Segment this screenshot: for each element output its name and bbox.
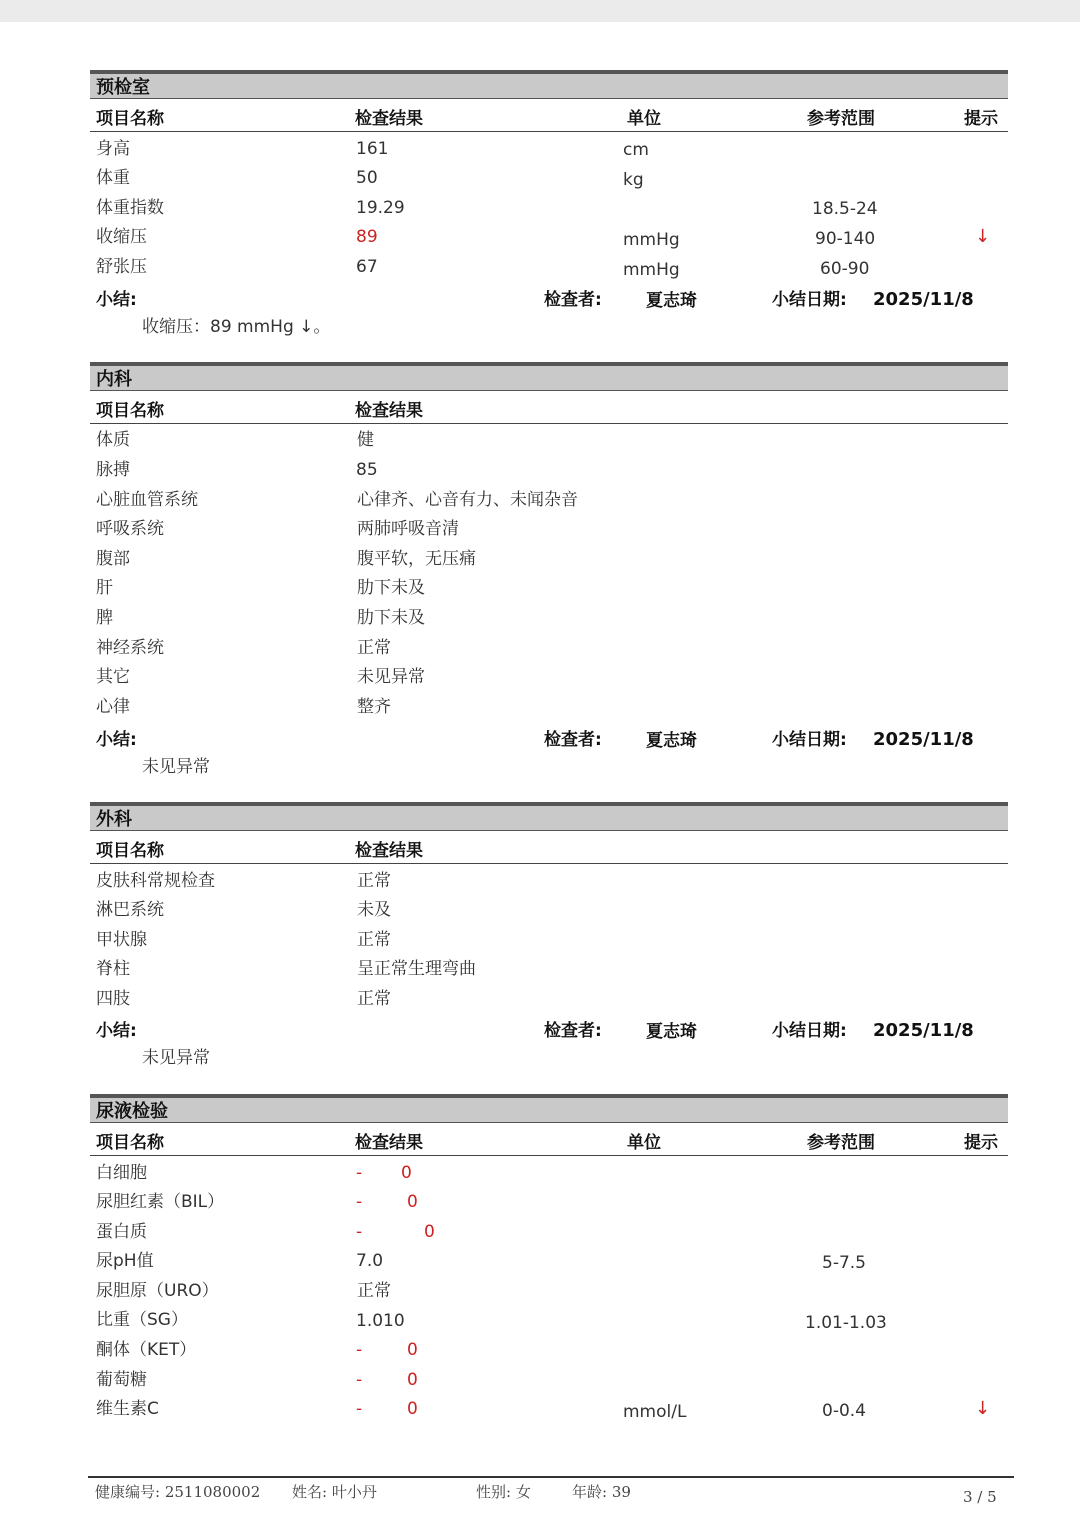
result-dash: - xyxy=(356,1340,363,1360)
item-name: 比重（SG） xyxy=(96,1310,188,1330)
item-name: 心律 xyxy=(96,697,130,717)
col-header-hint: 提示 xyxy=(964,1133,998,1153)
item-result: 呈正常生理弯曲 xyxy=(357,959,476,979)
item-name: 葡萄糖 xyxy=(96,1370,147,1390)
col-header-name: 项目名称 xyxy=(96,109,164,129)
summary-date: 2025/11/8 xyxy=(873,729,974,750)
item-result-abnormal: 0 xyxy=(407,1399,418,1419)
header-divider xyxy=(90,423,1008,424)
item-name: 甲状腺 xyxy=(96,930,147,950)
result-dash: - xyxy=(356,1370,363,1390)
summary-label: 小结: xyxy=(96,730,137,750)
item-result: 正常 xyxy=(357,989,391,1009)
section-pre-exam xyxy=(90,70,1008,340)
col-header-result: 检查结果 xyxy=(355,841,423,861)
item-range: 60-90 xyxy=(820,259,870,279)
item-unit: mmHg xyxy=(623,230,680,250)
summary-date: 2025/11/8 xyxy=(873,289,974,310)
examiner-name: 夏志琦 xyxy=(646,291,697,311)
summary-date: 2025/11/8 xyxy=(873,1020,974,1041)
examiner-name: 夏志琦 xyxy=(646,1022,697,1042)
item-result: 19.29 xyxy=(356,198,405,218)
section-title: 尿液检验 xyxy=(96,1101,168,1122)
result-dash: - xyxy=(356,1163,363,1183)
item-name: 四肢 xyxy=(96,989,130,1009)
item-result: 心律齐、心音有力、未闻杂音 xyxy=(357,490,578,510)
item-name: 体重指数 xyxy=(96,198,164,218)
summary-date-label: 小结日期: xyxy=(772,290,847,310)
footer-page-number: 3 / 5 xyxy=(963,1488,997,1506)
item-name: 体质 xyxy=(96,430,130,450)
col-header-name: 项目名称 xyxy=(96,841,164,861)
item-range: 0-0.4 xyxy=(822,1401,866,1421)
examiner-label: 检查者: xyxy=(544,1021,602,1041)
item-result: 肋下未及 xyxy=(357,578,425,598)
item-result: 50 xyxy=(356,168,378,188)
footer-divider xyxy=(88,1476,1014,1478)
item-result: 正常 xyxy=(357,638,391,658)
item-result: 腹平软，无压痛 xyxy=(357,549,476,569)
down-arrow-icon: ↓ xyxy=(975,1398,991,1419)
summary-label: 小结: xyxy=(96,1021,137,1041)
col-header-unit: 单位 xyxy=(627,1133,661,1153)
col-header-hint: 提示 xyxy=(964,109,998,129)
item-result: 67 xyxy=(356,257,378,277)
examiner-name: 夏志琦 xyxy=(646,731,697,751)
section-title: 预检室 xyxy=(96,77,150,98)
item-name: 心脏血管系统 xyxy=(96,490,198,510)
examiner-label: 检查者: xyxy=(544,290,602,310)
item-name: 腹部 xyxy=(96,549,130,569)
footer-gender: 性别: 女 xyxy=(476,1483,531,1501)
item-name: 尿pH值 xyxy=(96,1251,154,1271)
item-name: 脊柱 xyxy=(96,959,130,979)
item-result: 1.010 xyxy=(356,1311,405,1331)
item-name: 收缩压 xyxy=(96,227,147,247)
col-header-unit: 单位 xyxy=(627,109,661,129)
down-arrow-icon: ↓ xyxy=(975,226,991,247)
item-unit: mmol/L xyxy=(623,1402,687,1422)
item-unit: cm xyxy=(623,140,649,160)
item-result-abnormal: 0 xyxy=(407,1340,418,1360)
summary-date-label: 小结日期: xyxy=(772,730,847,750)
item-result-abnormal: 89 xyxy=(356,227,378,247)
item-result: 未见异常 xyxy=(357,667,425,687)
examiner-label: 检查者: xyxy=(544,730,602,750)
item-result-abnormal: 0 xyxy=(407,1192,418,1212)
item-name: 皮肤科常规检查 xyxy=(96,871,215,891)
header-divider xyxy=(90,131,1008,132)
footer-patient-name: 姓名: 叶小丹 xyxy=(292,1483,377,1501)
summary-text: 未见异常 xyxy=(142,757,210,777)
section-title: 外科 xyxy=(96,809,132,830)
footer-age: 年龄: 39 xyxy=(572,1483,631,1501)
item-name: 其它 xyxy=(96,667,130,687)
section-urinalysis xyxy=(90,1094,1008,1434)
col-header-range: 参考范围 xyxy=(807,109,875,129)
col-header-range: 参考范围 xyxy=(807,1133,875,1153)
item-result-abnormal: 0 xyxy=(401,1163,412,1183)
col-header-result: 检查结果 xyxy=(355,401,423,421)
item-name: 神经系统 xyxy=(96,638,164,658)
result-dash: - xyxy=(356,1399,363,1419)
footer-health-id: 健康编号: 2511080002 xyxy=(95,1483,261,1501)
item-range: 18.5-24 xyxy=(812,199,878,219)
item-result-abnormal: 0 xyxy=(424,1222,435,1242)
section-title: 内科 xyxy=(96,369,132,390)
section-header xyxy=(90,362,1008,391)
item-range: 1.01-1.03 xyxy=(805,1313,887,1333)
item-result: 85 xyxy=(356,460,378,480)
item-name: 肝 xyxy=(96,578,113,598)
summary-label: 小结: xyxy=(96,290,137,310)
item-name: 尿胆红素（BIL） xyxy=(96,1192,225,1212)
item-name: 呼吸系统 xyxy=(96,519,164,539)
item-name: 维生素C xyxy=(96,1399,159,1419)
summary-date-label: 小结日期: xyxy=(772,1021,847,1041)
item-result: 正常 xyxy=(357,930,391,950)
item-name: 脾 xyxy=(96,608,113,628)
col-header-name: 项目名称 xyxy=(96,401,164,421)
item-result: 肋下未及 xyxy=(357,608,425,628)
item-unit: kg xyxy=(623,170,644,190)
col-header-result: 检查结果 xyxy=(355,109,423,129)
item-result: 两肺呼吸音清 xyxy=(357,519,459,539)
item-result: 整齐 xyxy=(357,697,391,717)
item-range: 90-140 xyxy=(815,229,876,249)
item-name: 白细胞 xyxy=(96,1163,147,1183)
section-surgery xyxy=(90,802,1008,1074)
item-name: 蛋白质 xyxy=(96,1222,147,1242)
summary-text: 收缩压：89 mmHg ↓。 xyxy=(142,317,331,337)
section-internal-medicine xyxy=(90,362,1008,782)
item-name: 体重 xyxy=(96,168,130,188)
item-result: 7.0 xyxy=(356,1251,384,1271)
col-header-name: 项目名称 xyxy=(96,1133,164,1153)
item-range: 5-7.5 xyxy=(822,1253,866,1273)
header-divider xyxy=(90,1155,1008,1156)
item-result: 161 xyxy=(356,139,389,159)
section-header xyxy=(90,802,1008,831)
result-dash: - xyxy=(356,1222,363,1242)
item-result: 正常 xyxy=(357,871,391,891)
item-name: 脉搏 xyxy=(96,460,130,480)
item-name: 淋巴系统 xyxy=(96,900,164,920)
item-name: 酮体（KET） xyxy=(96,1340,197,1360)
summary-text: 未见异常 xyxy=(142,1048,210,1068)
result-dash: - xyxy=(356,1192,363,1212)
item-name: 尿胆原（URO） xyxy=(96,1281,219,1301)
header-divider xyxy=(90,863,1008,864)
item-result: 未及 xyxy=(357,900,391,920)
item-result: 健 xyxy=(357,430,374,450)
section-header xyxy=(90,1094,1008,1123)
item-name: 身高 xyxy=(96,139,130,159)
section-header xyxy=(90,70,1008,99)
col-header-result: 检查结果 xyxy=(355,1133,423,1153)
item-name: 舒张压 xyxy=(96,257,147,277)
item-unit: mmHg xyxy=(623,260,680,280)
item-result: 正常 xyxy=(357,1281,391,1301)
item-result-abnormal: 0 xyxy=(407,1370,418,1390)
